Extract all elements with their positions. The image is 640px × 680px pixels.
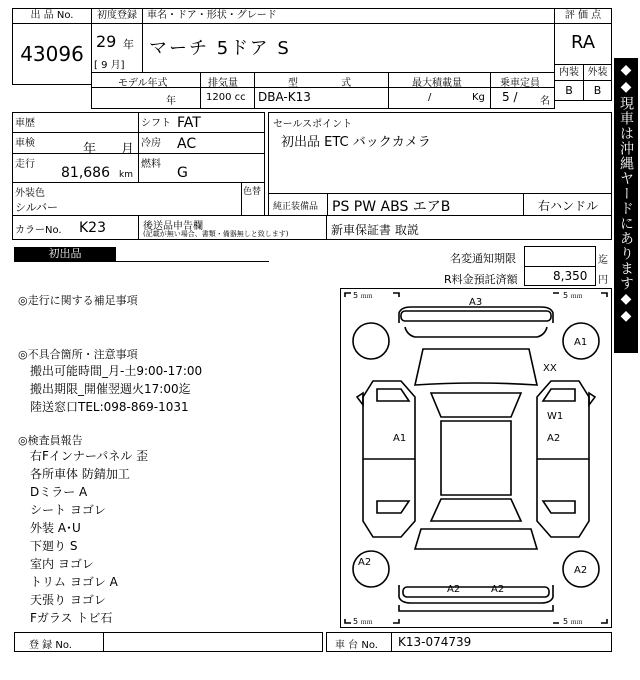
inspector-line-1: 右Fインナーパネル 歪 xyxy=(30,449,149,463)
lot-number-cell xyxy=(12,23,92,85)
first-reg-year: 29 xyxy=(96,32,117,51)
score-label: 評 価 点 xyxy=(564,10,602,21)
mileage-cell xyxy=(12,153,139,183)
aircon-value: AC xyxy=(177,136,197,152)
inspector-line-3: Dミラー A xyxy=(30,485,88,499)
mark-front-bumper: A3 xyxy=(469,297,483,308)
chassis-value-cell xyxy=(391,632,612,652)
model-year-header: モデル年式 xyxy=(118,78,168,89)
supplement-title: ◎走行に関する補足事項 xyxy=(18,294,138,307)
interior-score: B xyxy=(565,84,573,97)
documents-note: (記載が無い場合、書類・備器無しと致します) xyxy=(143,230,289,238)
chassis-label: 車 台 No. xyxy=(335,640,378,651)
vehicle-label: 車名・ドア・形状・グレード xyxy=(147,10,277,21)
first-reg-label: 初度登録 xyxy=(97,10,137,21)
overall-score: RA xyxy=(570,32,596,53)
inspection-label: 車検 xyxy=(15,138,35,149)
exterior-score: B xyxy=(593,84,602,97)
inspector-line-8: トリム ヨゴレ A xyxy=(30,575,118,589)
interior-label-cell xyxy=(554,64,584,81)
issues-title: ◎不具合箇所・注意事項 xyxy=(18,348,138,361)
displacement-header: 排気量 xyxy=(208,78,238,89)
recycle-unit: 円 xyxy=(598,275,608,286)
mark-rear-bumper-right: A2 xyxy=(491,584,505,595)
color-no-cell xyxy=(12,215,139,240)
mark-rear-bumper-left: A2 xyxy=(447,584,461,595)
model-value: DBA-K13 xyxy=(258,90,311,104)
recycle-box xyxy=(524,266,596,286)
inspector-line-9: 天張り ヨゴレ xyxy=(30,593,106,607)
warranty-cell xyxy=(326,215,612,240)
issue-line-3: 陸送窓口TEL:098-869-1031 xyxy=(30,400,189,414)
mileage-label: 走行 xyxy=(15,159,35,170)
color-no-value: K23 xyxy=(79,220,106,236)
documents-cell xyxy=(138,215,327,240)
model-header: 型 式 xyxy=(288,78,352,89)
color-value: シルバー xyxy=(15,201,58,214)
repaint-cell xyxy=(241,182,265,216)
interior-label: 内装 xyxy=(559,67,579,78)
max-load-sep: / xyxy=(428,92,432,103)
mark-front-right-wheel: A1 xyxy=(574,337,588,348)
first-reg-value-cell xyxy=(91,23,143,73)
inspector-title: ◎検査員報告 xyxy=(18,434,83,447)
chassis-value: K13-074739 xyxy=(398,635,472,649)
spec-value-row xyxy=(91,87,555,109)
warranty-value: 新車保証書 取説 xyxy=(331,223,419,237)
first-reg-month: [ 9 月] xyxy=(94,60,125,71)
name-change-unit: 迄 xyxy=(598,255,608,266)
inspector-line-7: 室内 ヨゴレ xyxy=(30,557,94,571)
car-diagram-svg xyxy=(341,289,611,627)
vehicle-label-cell xyxy=(142,8,555,24)
inspector-line-2: 各所車体 防錆加工 xyxy=(30,467,130,481)
model-year-unit: 年 xyxy=(166,96,176,107)
score-label-cell xyxy=(554,8,612,24)
shift-label: シフト xyxy=(141,118,171,129)
exterior-label-cell xyxy=(583,64,612,81)
lot-label-cell xyxy=(12,8,92,24)
first-reg-label-cell xyxy=(91,8,143,24)
documents-label: 後送品申告欄 xyxy=(143,221,203,232)
recycle-label: R料金預託済額 xyxy=(444,273,518,286)
inspector-line-10: Fガラス トビ石 xyxy=(30,611,113,625)
shift-value: FAT xyxy=(177,115,201,131)
equipment-label: 純正装備品 xyxy=(273,202,319,212)
equipment-cell xyxy=(327,193,524,216)
lot-number: 43096 xyxy=(20,42,84,66)
yard-location-banner xyxy=(614,58,638,353)
mileage-value: 81,686 xyxy=(61,165,110,181)
aircon-cell xyxy=(138,132,265,154)
yard-location-text: ◆◆現車は沖縄ヤードにあります◆◆ xyxy=(618,62,634,325)
equipment-label-cell xyxy=(268,193,328,216)
inspector-line-4: シート ヨゴレ xyxy=(30,503,106,517)
car-diagram xyxy=(340,288,612,628)
color-label: 外装色 xyxy=(15,188,45,199)
chassis-label-cell xyxy=(326,632,392,652)
mark-right-side: A2 xyxy=(547,433,561,444)
fuel-label: 燃料 xyxy=(141,159,161,170)
mileage-unit: km xyxy=(119,170,133,180)
interior-score-cell xyxy=(554,80,584,101)
exterior-score-cell xyxy=(583,80,612,101)
equipment-value: PS PW ABS エアB xyxy=(332,199,451,215)
sales-point-value: 初出品 ETC バックカメラ xyxy=(281,135,431,150)
mark-left-side: A1 xyxy=(393,433,407,444)
inspection-year: 年 xyxy=(83,142,97,157)
inspector-line-6: 下廻り S xyxy=(30,539,78,553)
displacement-value: 1200 cc xyxy=(206,92,246,103)
name-change-box xyxy=(524,246,596,267)
shift-cell xyxy=(138,112,265,133)
first-reg-year-unit: 年 xyxy=(123,38,134,51)
tire-front-right-label: 5 ｍｍ xyxy=(563,291,583,300)
issue-line-1: 搬出可能時間_月-土9:00-17:00 xyxy=(30,364,203,378)
history-label: 車歴 xyxy=(15,118,35,129)
inspector-line-5: 外装 A･U xyxy=(30,521,81,535)
lot-label: 出 品 No. xyxy=(30,10,74,21)
recycle-value: 8,350 xyxy=(553,269,588,283)
capacity-header: 乗車定員 xyxy=(500,78,540,89)
sales-point-label: セールスポイント xyxy=(273,119,353,130)
history-cell xyxy=(12,112,139,133)
mark-rear-left-wheel: A2 xyxy=(358,557,372,568)
reg-no-label: 登 録 No. xyxy=(29,640,72,651)
aircon-label: 冷房 xyxy=(141,138,161,149)
exterior-label: 外装 xyxy=(587,67,608,78)
mark-roof-right: W1 xyxy=(547,411,564,422)
vehicle-name: マーチ 5ドア S xyxy=(149,38,291,59)
mark-rear-right-wheel: A2 xyxy=(574,565,588,576)
inspection-cell xyxy=(12,132,139,157)
max-load-unit: Kg xyxy=(472,92,485,103)
tire-rear-right-label: 5 ｍｍ xyxy=(563,617,583,626)
tire-front-left-label: 5 ｍｍ xyxy=(353,291,373,300)
issue-line-2: 搬出期限_開催翌週火17:00迄 xyxy=(30,382,191,396)
score-cell xyxy=(554,23,612,65)
capacity-unit: 名 xyxy=(540,96,550,107)
color-no-label: カラーNo. xyxy=(15,225,62,236)
first-listing-badge xyxy=(14,247,116,261)
mark-right-front-door: XX xyxy=(543,363,557,374)
repaint-label: 色替 xyxy=(243,187,262,197)
sales-point-cell xyxy=(268,112,612,194)
capacity-value: 5 / xyxy=(502,90,518,104)
first-listing-text: 初出品 xyxy=(48,247,82,260)
vehicle-name-cell xyxy=(142,23,555,73)
max-load-header: 最大積載量 xyxy=(412,78,462,89)
steering-cell xyxy=(523,193,612,216)
name-change-label: 名変通知期限 xyxy=(450,252,516,265)
inspection-month: 月 xyxy=(121,142,135,157)
steering-value: 右ハンドル xyxy=(538,199,599,213)
fuel-cell xyxy=(138,153,265,183)
reg-no-cell xyxy=(103,632,323,652)
tire-rear-left-label: 5 ｍｍ xyxy=(353,617,373,626)
color-cell xyxy=(12,182,242,216)
fuel-value: G xyxy=(177,165,188,181)
reg-no-label-cell xyxy=(14,632,104,652)
